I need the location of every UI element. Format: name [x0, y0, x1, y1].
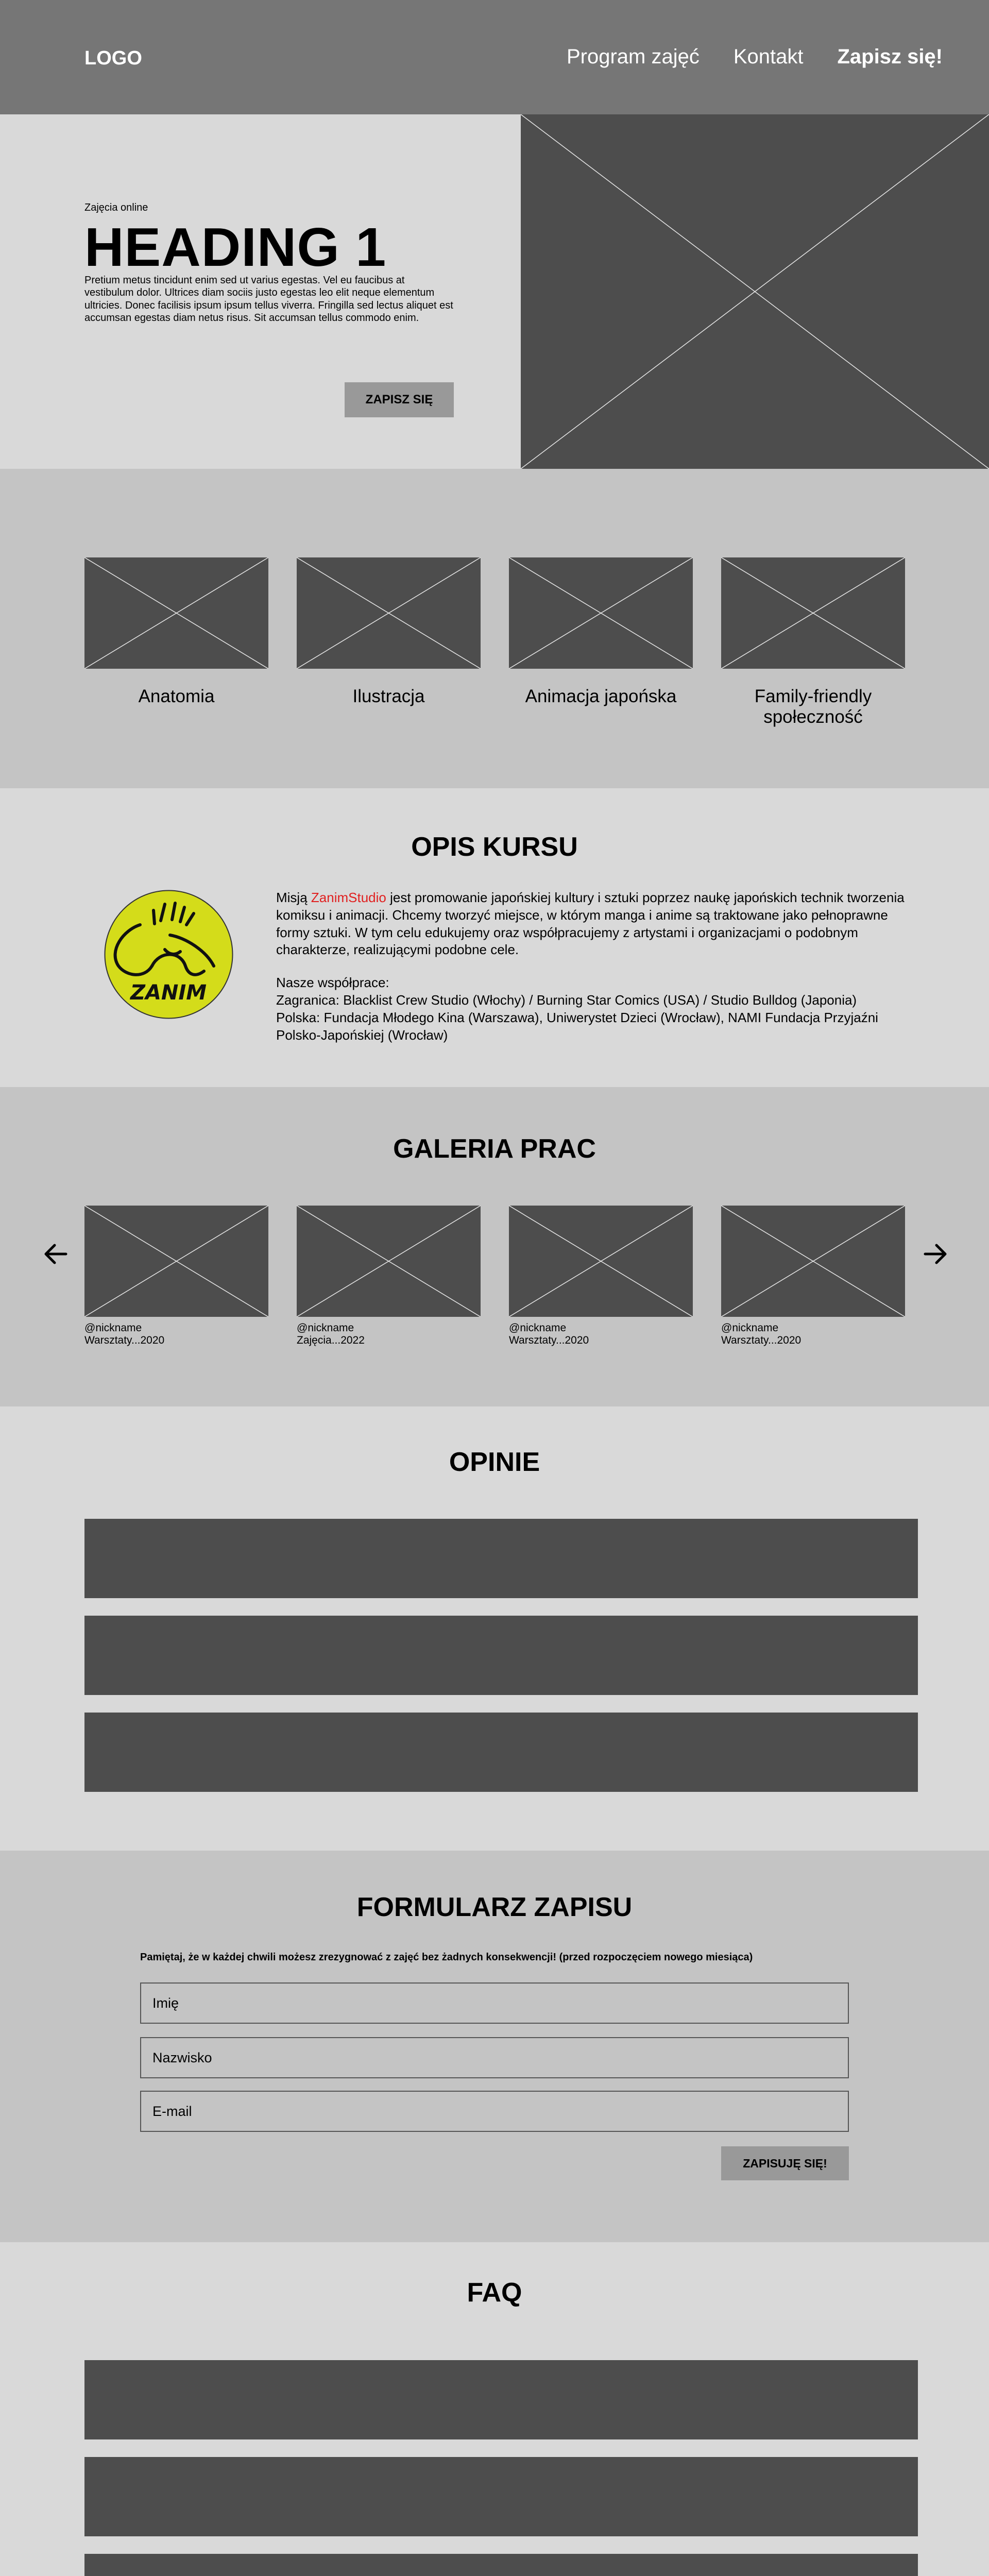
- gallery-caption: @nickname Warsztaty...2020: [509, 1322, 589, 1347]
- category-card[interactable]: [721, 557, 905, 727]
- category-label: Anatomia: [138, 686, 215, 706]
- course-description-section: [0, 788, 989, 1087]
- arrow-right-icon[interactable]: [922, 1241, 949, 1267]
- review-placeholder: [84, 1519, 918, 1598]
- brand-link[interactable]: ZanimStudio: [311, 890, 386, 905]
- categories-section: [0, 469, 989, 788]
- category-card[interactable]: [297, 557, 481, 707]
- hero-signup-button[interactable]: ZAPISZ SIĘ: [345, 382, 454, 417]
- submit-signup-button[interactable]: ZAPISUJĘ SIĘ!: [721, 2146, 849, 2180]
- partners-paragraph: [276, 974, 910, 1044]
- nav-kontakt[interactable]: Kontakt: [733, 45, 804, 68]
- mission-paragraph: Misją ZanimStudio jest promowanie japońskiej kultury i sztuki poprzez naukę japońskich technik tworzenia komiksu i animacji. Chcemy tworzyć miejsce, w którym manga i anime są traktowane jako pełnoprawne formy sztuki. W tym celu edukujemy oraz współpracujemy z artystami i organizacjami o podobnym charakterze, realizującymi podobne cele.: [276, 890, 905, 958]
- gallery-item[interactable]: [297, 1206, 481, 1347]
- hero-heading: HEADING 1: [84, 217, 387, 278]
- first-name-field[interactable]: [140, 1982, 849, 2024]
- faq-section: [0, 2242, 989, 2576]
- category-image-placeholder: [297, 557, 481, 669]
- category-image-placeholder: [509, 557, 693, 669]
- nav-signup-link[interactable]: Zapisz się!: [837, 45, 943, 68]
- category-label: Family-friendly społeczność: [754, 686, 872, 727]
- gallery-section: [0, 1087, 989, 1406]
- faq-item-placeholder[interactable]: [84, 2554, 918, 2576]
- site-header: [0, 0, 989, 114]
- nav-program[interactable]: Program zajęć: [566, 45, 700, 68]
- category-label: Ilustracja: [352, 686, 425, 706]
- category-card[interactable]: [84, 557, 268, 707]
- gallery-image-placeholder: [297, 1206, 481, 1317]
- svg-text:ZANIM: ZANIM: [130, 981, 207, 1005]
- gallery-image-placeholder: [721, 1206, 905, 1317]
- gallery-caption: @nickname Warsztaty...2020: [721, 1322, 802, 1347]
- arrow-left-icon[interactable]: [42, 1241, 69, 1267]
- section-title: GALERIA PRAC: [393, 1134, 596, 1164]
- gallery-item[interactable]: [509, 1206, 693, 1347]
- last-name-field[interactable]: [140, 2037, 849, 2078]
- main-nav: [567, 45, 943, 69]
- partners-label: Nasze współprace:: [276, 975, 389, 991]
- gallery-caption: @nickname Zajęcia...2022: [297, 1322, 365, 1347]
- zanim-badge-logo: [103, 889, 234, 1020]
- gallery-image-placeholder: [509, 1206, 693, 1317]
- hero-section: [0, 114, 989, 469]
- partners-poland: Polska: Fundacja Młodego Kina (Warszawa), Uniwerystet Dzieci (Wrocław), NAMI Fundacja Przyjaźni Polsko-Japońskiej (Wrocław): [276, 1009, 878, 1043]
- reviews-section: [0, 1406, 989, 1851]
- logo[interactable]: LOGO: [84, 47, 142, 69]
- gallery-item[interactable]: [84, 1206, 268, 1347]
- gallery-item[interactable]: [721, 1206, 905, 1347]
- course-description-text: [276, 889, 910, 1044]
- gallery-image-placeholder: [84, 1206, 268, 1317]
- email-field[interactable]: [140, 2091, 849, 2132]
- section-title: FORMULARZ ZAPISU: [356, 1892, 633, 1922]
- hero-image-placeholder: [521, 114, 989, 469]
- review-placeholder: [84, 1713, 918, 1792]
- section-title: OPIS KURSU: [411, 832, 578, 862]
- review-placeholder: [84, 1616, 918, 1695]
- gallery-caption: @nickname Warsztaty...2020: [84, 1322, 165, 1347]
- section-title: FAQ: [467, 2278, 522, 2308]
- category-image-placeholder: [84, 557, 268, 669]
- signup-form-section: [0, 1851, 989, 2242]
- partners-abroad: Zagranica: Blacklist Crew Studio (Włochy) / Burning Star Comics (USA) / Studio Bulldog (Japonia): [276, 992, 857, 1008]
- faq-item-placeholder[interactable]: [84, 2360, 918, 2439]
- hero-description: Pretium metus tincidunt enim sed ut varius egestas. Vel eu faucibus at vestibulum dolor. Ultrices diam sociis justo egestas leo elit neque elementum ultricies. Donec facilisis ipsum ipsum tellus viverra. Fringilla sed lectus aliquet est accumsan egestas diam netus risus. Sit accumsan tellus commodo enim.: [84, 275, 453, 324]
- category-card[interactable]: [509, 557, 693, 707]
- section-title: OPINIE: [449, 1447, 540, 1477]
- category-image-placeholder: [721, 557, 905, 669]
- hero-kicker: Zajęcia online: [84, 202, 148, 213]
- faq-item-placeholder[interactable]: [84, 2457, 918, 2536]
- form-note: Pamiętaj, że w każdej chwili możesz zrezygnować z zajęć bez żadnych konsekwencji! (przed rozpoczęciem nowego miesiąca): [140, 1952, 753, 1963]
- category-label: Animacja japońska: [525, 686, 677, 706]
